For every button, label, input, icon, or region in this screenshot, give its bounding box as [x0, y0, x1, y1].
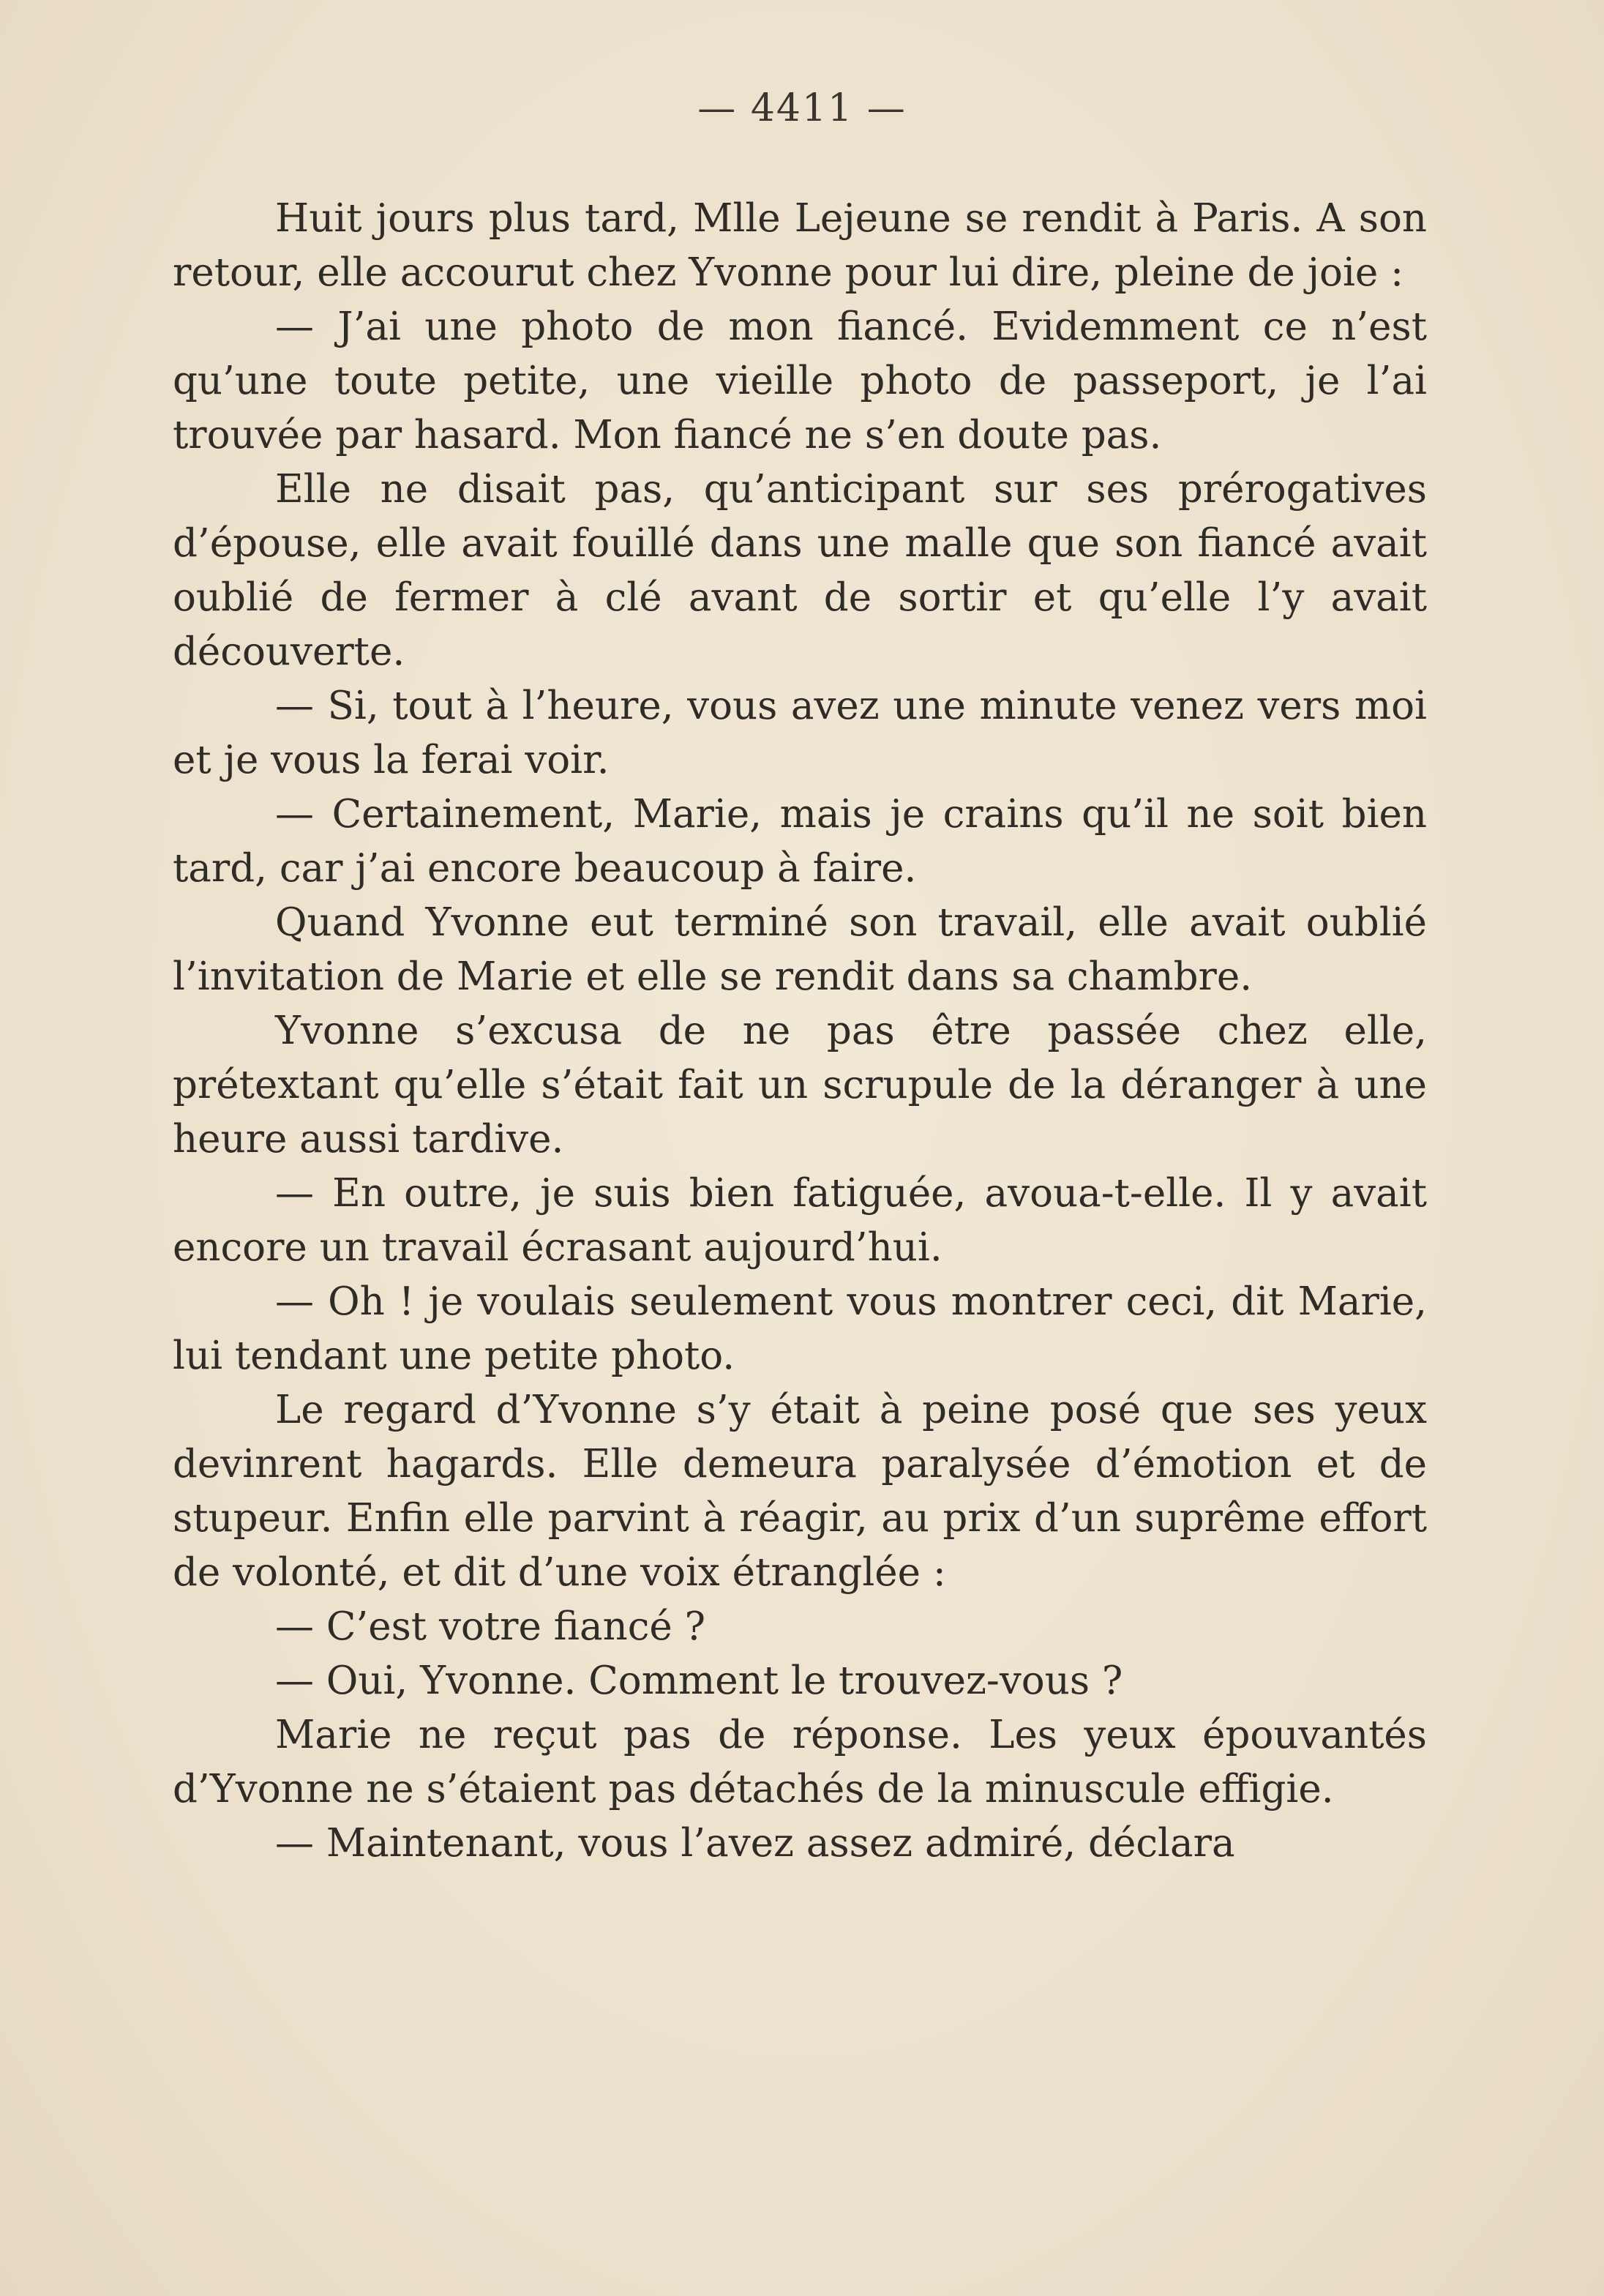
- paragraph: Huit jours plus tard, Mlle Lejeune se rendit à Paris. A son retour, elle accourut chez Yvonne pour lui dire, pleine de joie :: [173, 196, 1427, 295]
- paragraph: Le regard d’Yvonne s’y était à peine posé que ses yeux devinrent hagards. Elle demeura paralysée d’émotion et de stupeur. Enfin elle parvint à réagir, au prix d’un suprême effort de volonté, et dit d’une voix étranglée :: [173, 1388, 1427, 1595]
- paragraph: — Oh ! je voulais seulement vous montrer ceci, dit Marie, lui tendant une petite photo.: [173, 1279, 1427, 1378]
- paragraph: — En outre, je suis bien fatiguée, avoua-t-elle. Il y avait encore un travail écrasant aujourd’hui.: [173, 1171, 1427, 1270]
- paragraph: Marie ne reçut pas de réponse. Les yeux épouvantés d’Yvonne ne s’étaient pas détachés de la minuscule effigie.: [173, 1713, 1427, 1811]
- paragraph: — Certainement, Marie, mais je crains qu’il ne soit bien tard, car j’ai encore beaucoup à faire.: [173, 792, 1427, 891]
- paragraph: — Oui, Yvonne. Comment le trouvez-vous ?: [275, 1659, 1123, 1703]
- paragraph: Yvonne s’excusa de ne pas être passée chez elle, prétextant qu’elle s’était fait un scrupule de la déranger à une heure aussi tardive.: [173, 1009, 1427, 1162]
- paragraph: — C’est votre fiancé ?: [275, 1604, 706, 1649]
- paragraph: Quand Yvonne eut terminé son travail, elle avait oublié l’invitation de Marie et elle se rendit dans sa chambre.: [173, 900, 1427, 999]
- paragraph: — Maintenant, vous l’avez assez admiré, déclara: [275, 1821, 1235, 1866]
- paragraph: Elle ne disait pas, qu’anticipant sur ses prérogatives d’épouse, elle avait fouillé dans une malle que son fiancé avait oublié de fermer à clé avant de sortir et qu’elle l’y avait découverte.: [173, 467, 1427, 674]
- paragraph: — J’ai une photo de mon fiancé. Evidemment ce n’est qu’une toute petite, une vieille photo de passeport, je l’ai trouvée par hasard. Mon fiancé ne s’en doute pas.: [173, 304, 1427, 457]
- paragraph: — Si, tout à l’heure, vous avez une minute venez vers moi et je vous la ferai voir.: [173, 684, 1427, 782]
- body-text: [173, 192, 1427, 1871]
- page-number: — 4411 —: [697, 86, 907, 130]
